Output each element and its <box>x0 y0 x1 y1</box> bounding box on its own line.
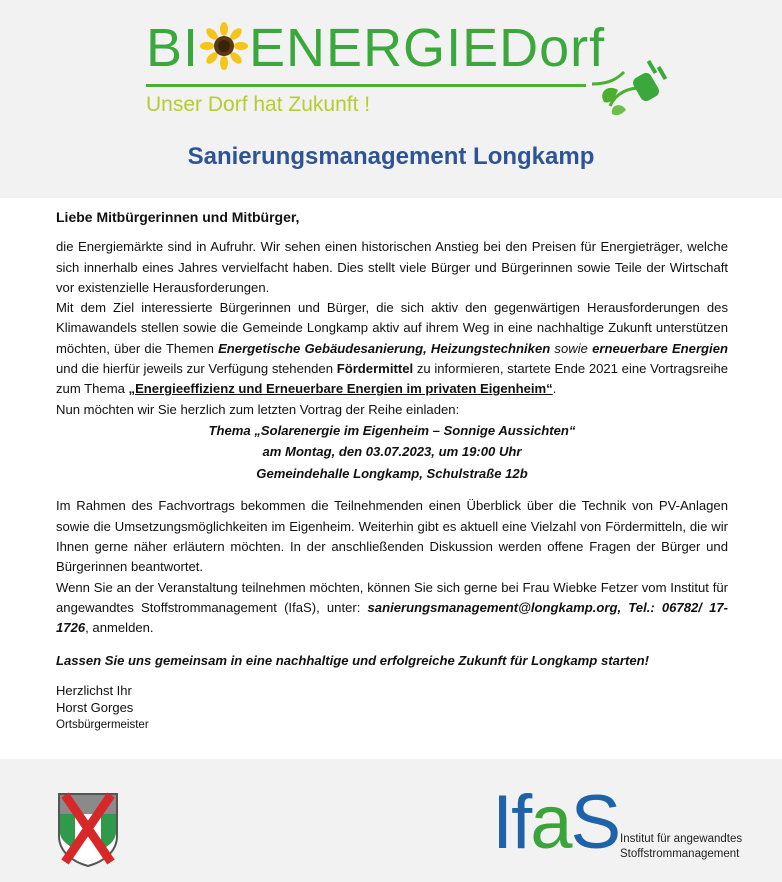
ifas-letter-s: S <box>570 780 620 865</box>
ifas-letter-i: I <box>492 780 512 865</box>
paragraph-registration <box>56 578 728 639</box>
topics-emphasis: Energetische Gebäudesanierung, Heizungstechniken <box>218 340 551 356</box>
text: , anmelden. <box>85 620 154 636</box>
text: und die hierfür jeweils zur Verfügung stehenden <box>56 361 337 377</box>
funding-emphasis: Fördermittel <box>336 361 414 377</box>
sunflower-icon <box>200 22 248 70</box>
text-sowie: sowie <box>550 340 593 356</box>
plug-leaf-icon <box>590 44 670 119</box>
logo-text-energiedorf: ENERGIEDorf <box>249 18 606 78</box>
closing-line: Lassen Sie uns gemeinsam in eine nachhaltige und erfolgreiche Zukunft für Longkamp starten! <box>56 652 649 668</box>
footer-band <box>0 759 782 882</box>
ifas-letter-a: a <box>530 780 571 865</box>
ifas-letter-f: f <box>511 780 531 865</box>
ifas-name-line1: Institut für angewandtes <box>620 833 743 845</box>
logo-text-bi: BI <box>146 18 200 78</box>
contact-info: sanierungsmanagement@longkamp.org, Tel.: 06782/ 17-1726 <box>56 599 728 636</box>
logo-underline <box>146 84 586 87</box>
event-date: am Montag, den 03.07.2023, um 19:00 Uhr <box>262 444 522 460</box>
signature-role: Ortsbürgermeister <box>56 718 149 731</box>
page-title: Sanierungsmanagement Longkamp <box>187 143 595 170</box>
paragraph-energy-markets: die Energiemärkte sind in Aufruhr. Wir sehen einen historischen Anstieg bei den Preisen für Energieträger, welche sich innerhalb eines Jahres vervielfacht haben. Dies stellt viele Bürger und Bürgerinnen sowie Teile der Wirtschaft vor existenzielle Herausforderungen. <box>56 239 728 295</box>
signature-name: Horst Gorges <box>56 700 134 716</box>
series-title: „Energieeffizienz und Erneuerbare Energien im privaten Eigenheim“ <box>128 381 553 397</box>
text: Mit dem Ziel interessierte Bürgerinnen und Bürger, die sich aktiv den gegenwärtigen Herausforderungen des Klimawandels stellen sowie die Gemeinde Longkamp aktiv auf ihrem Weg in eine nachhaltige Zukunft unterstützen möchten, über die Themen <box>56 300 728 356</box>
text: zu informieren, startete Ende 2021 eine Vortragsreihe zum Thema <box>56 361 729 397</box>
greeting: Liebe Mitbürgerinnen und Mitbürger, <box>56 209 300 225</box>
paragraph-lecture-series <box>56 298 728 399</box>
paragraph-invitation: Nun möchten wir Sie herzlich zum letzten Vortrag der Reihe einladen: <box>56 401 460 417</box>
header-band <box>0 0 782 198</box>
text: . <box>552 381 557 397</box>
bioenergiedorf-logo <box>146 18 605 78</box>
event-place: Gemeindehalle Longkamp, Schulstraße 12b <box>256 465 528 481</box>
signature <box>56 682 728 735</box>
ifas-name-line2: Stoffstrommanagement <box>620 848 740 860</box>
longkamp-coat-of-arms-icon <box>57 792 119 868</box>
ifas-institute-name <box>620 832 742 862</box>
ifas-logo <box>492 780 620 865</box>
letter-body <box>56 207 728 734</box>
signature-greeting: Herzlichst Ihr <box>56 682 132 698</box>
renewables-emphasis: erneuerbare Energien <box>592 340 728 356</box>
text: Wenn Sie an der Veranstaltung teilnehmen möchten, können Sie sich gerne bei Frau Wiebke Fetzer vom Institut für angewandtes Stoffstrommanagement (IfaS), unter: <box>56 579 728 615</box>
logo-slogan: Unser Dorf hat Zukunft ! <box>146 93 371 116</box>
event-topic: Thema „Solarenergie im Eigenheim – Sonnige Aussichten“ <box>208 422 576 438</box>
paragraph-talk-details: Im Rahmen des Fachvortrags bekommen die Teilnehmenden einen Überblick über die Technik von PV-Anlagen sowie die Umsetzungsmöglichkeiten im Eigenheim. Weiterhin gibt es aktuell eine Vielzahl von Fördermitteln, die wir Ihnen gerne näher erläutern möchten. In der anschließenden Diskussion werden offene Fragen der Bürger und Bürgerinnen beantwortet. <box>56 498 728 575</box>
